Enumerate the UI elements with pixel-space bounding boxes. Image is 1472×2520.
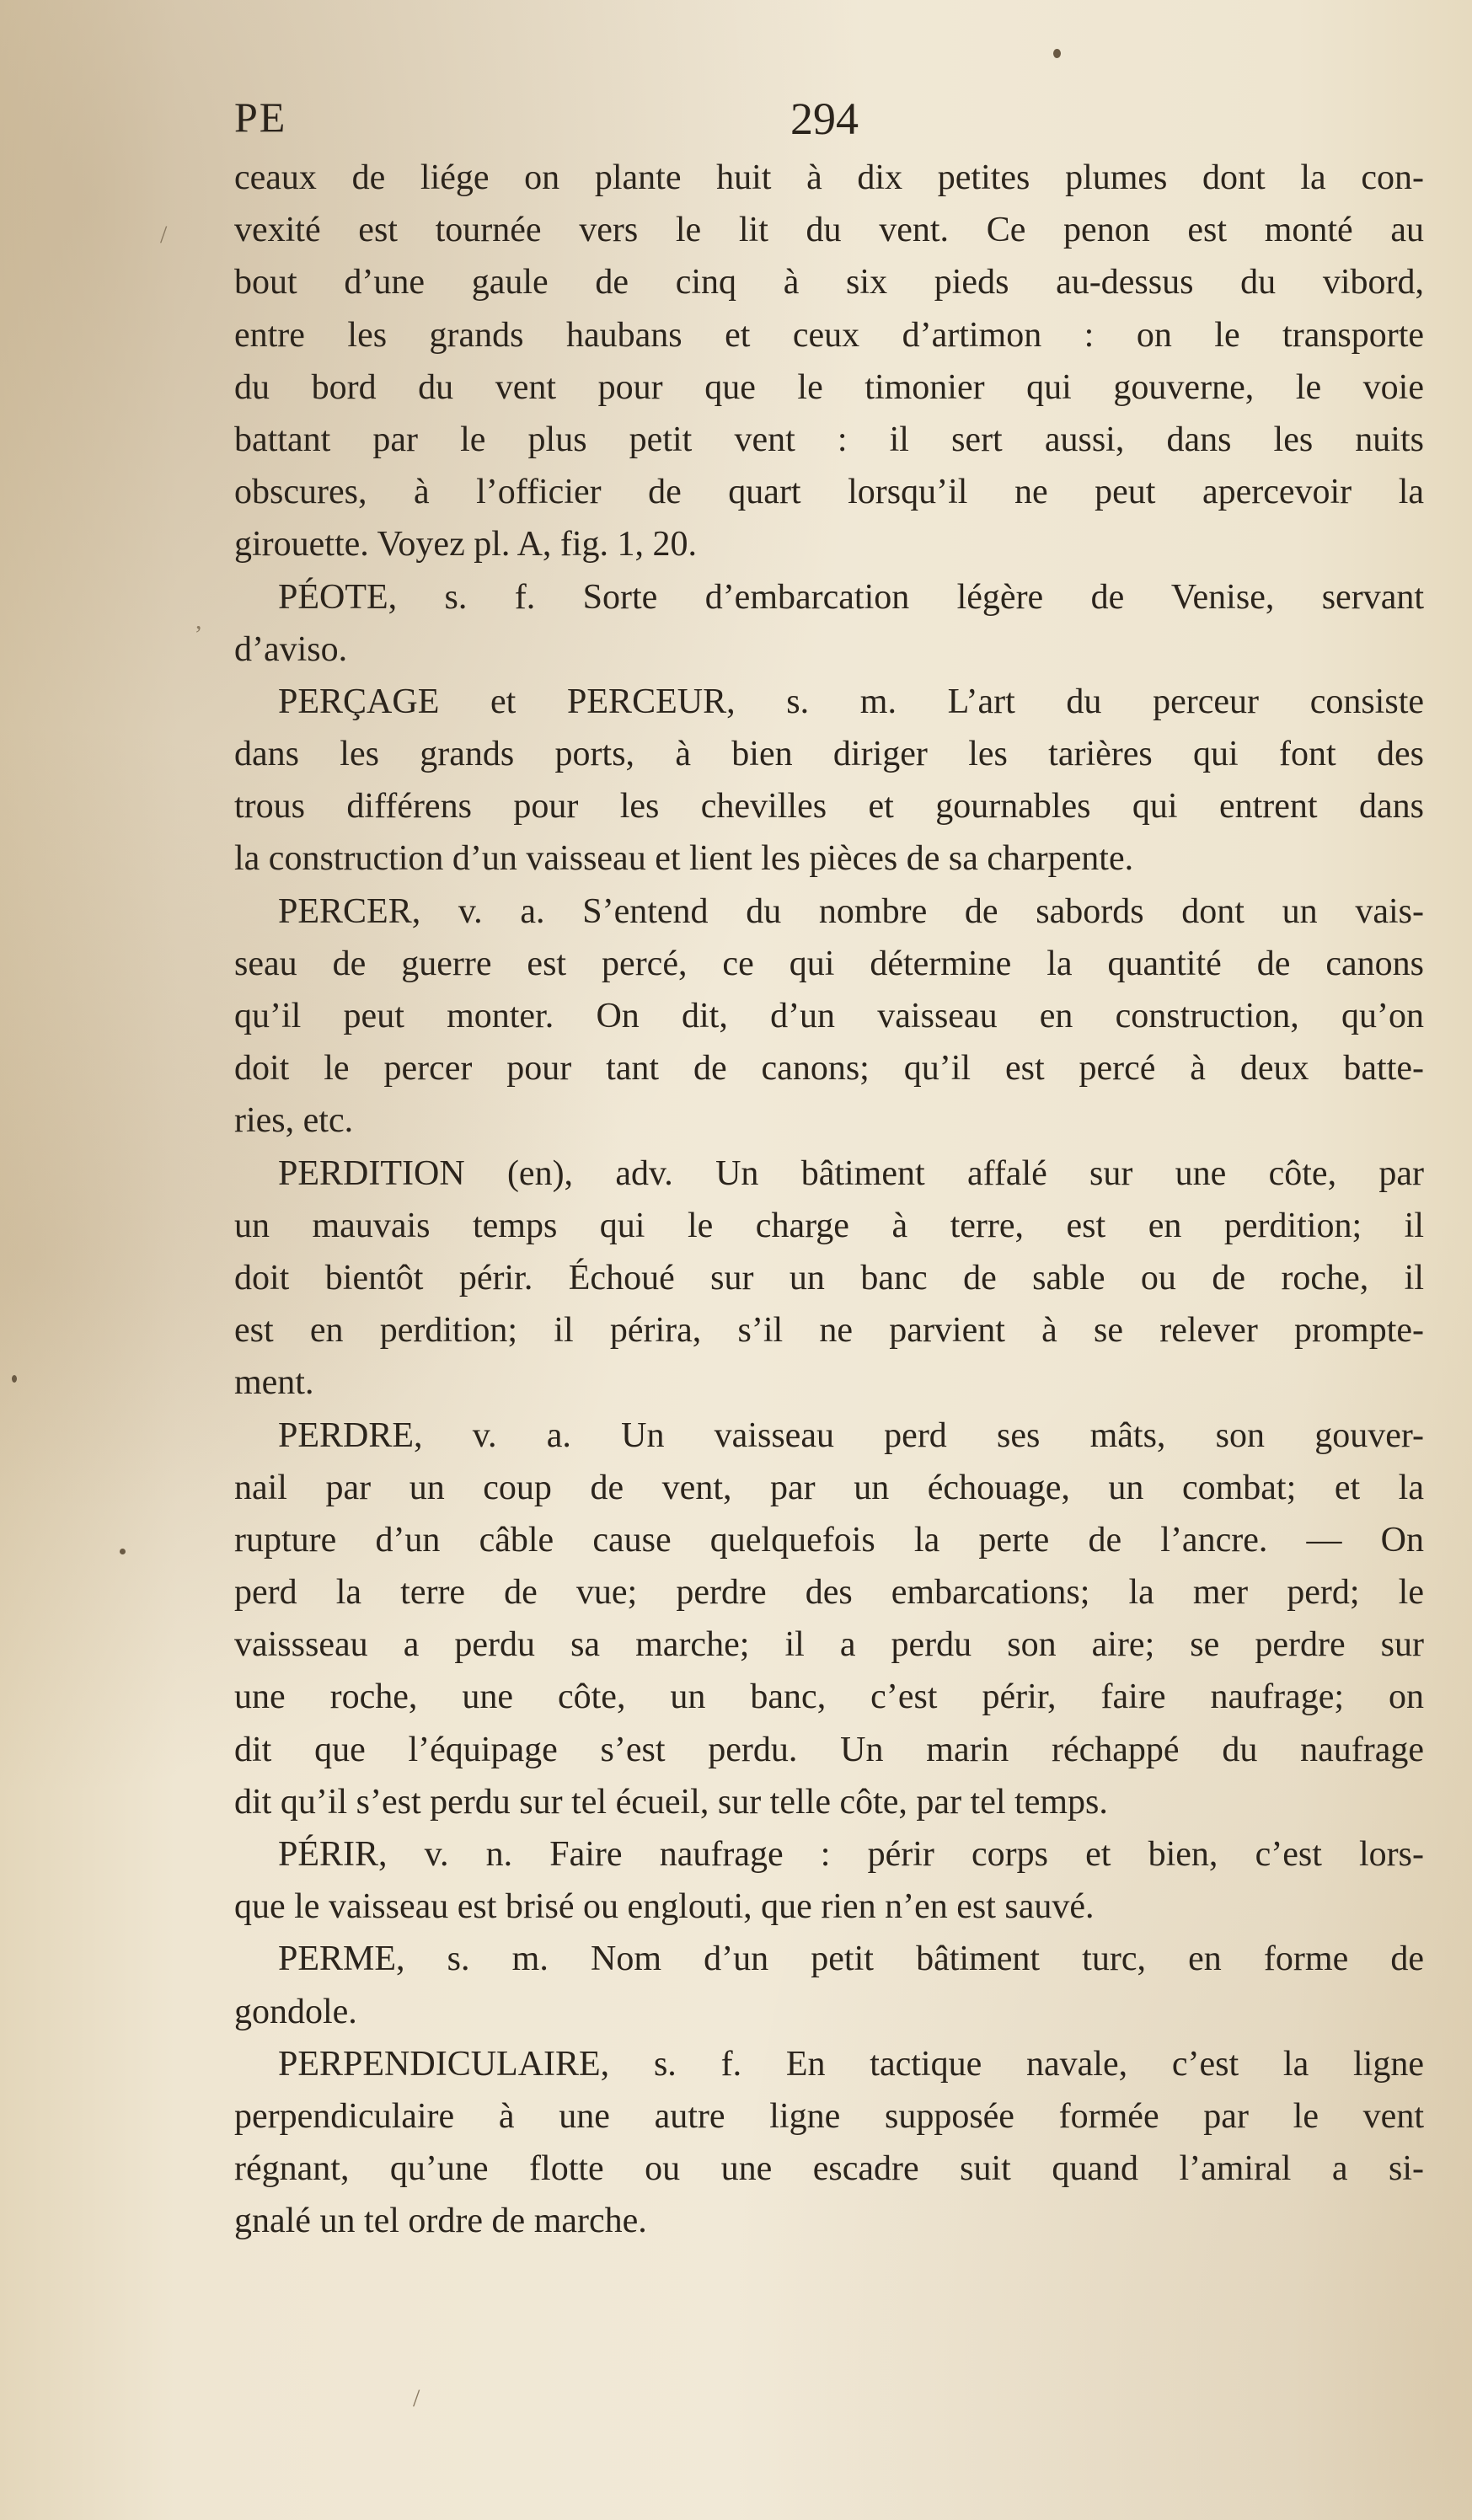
- text-line: doit bientôt périr. Échoué sur un banc de sable ou de roche, il: [234, 1258, 1424, 1297]
- text-line: perd la terre de vue; perdre des embarcations; la mer perd; le: [234, 1573, 1424, 1613]
- entry-percer: PERCER, v. a. S’entend du nombre de sabords dont un vais-: [278, 891, 1424, 931]
- text-line: entre les grands haubans et ceux d’artimon : on le transporte: [234, 315, 1424, 355]
- entry-perme: PERME, s. m. Nom d’un petit bâtiment turc, en forme de: [278, 1939, 1424, 1979]
- ink-speck: [12, 1375, 17, 1383]
- page-header: [234, 93, 1431, 160]
- running-head: PE: [234, 94, 287, 141]
- text-line: bout d’une gaule de cinq à six pieds au-dessus du vibord,: [234, 263, 1424, 302]
- text-line: d’aviso.: [234, 629, 348, 669]
- text-line: gondole.: [234, 1992, 357, 2031]
- text-line: obscures, à l’officier de quart lorsqu’il ne peut apercevoir la: [234, 473, 1424, 512]
- ink-speck: [1053, 49, 1061, 58]
- text-line: régnant, qu’une flotte ou une escadre suit quand l’amiral a si-: [234, 2149, 1424, 2189]
- ink-speck: [120, 1549, 126, 1554]
- entry-peote: PÉOTE, s. f. Sorte d’embarcation légère de Venise, servant: [278, 577, 1424, 617]
- text-line: dit que l’équipage s’est perdu. Un marin réchappé du naufrage: [234, 1730, 1424, 1769]
- text-line: qu’il peut monter. On dit, d’un vaisseau en construction, qu’on: [234, 997, 1424, 1035]
- entry-perpendiculaire: PERPENDICULAIRE, s. f. En tactique navale, c’est la ligne: [278, 2044, 1424, 2084]
- text-line: un mauvais temps qui le charge à terre, est en perdition; il: [234, 1206, 1424, 1245]
- text-line: du bord du vent pour que le timonier qui gouverne, le voie: [234, 367, 1424, 407]
- text-line: ceaux de liége on plante huit à dix petites plumes dont la con-: [234, 158, 1424, 197]
- text-line: perpendiculaire à une autre ligne supposée formée par le vent: [234, 2096, 1424, 2136]
- entry-percage: PERÇAGE et PERCEUR, s. m. L’art du perceur consiste: [278, 682, 1424, 721]
- text-line: est en perdition; il périra, s’il ne parvient à se relever prompte-: [234, 1311, 1424, 1351]
- entry-perdre: PERDRE, v. a. Un vaisseau perd ses mâts, son gouver-: [278, 1415, 1424, 1455]
- text-line: ries, etc.: [234, 1101, 354, 1141]
- text-line: nail par un coup de vent, par un échouage, un combat; et la: [234, 1468, 1424, 1507]
- text-line: dit qu’il s’est perdu sur tel écueil, sur telle côte, par tel temps.: [234, 1782, 1108, 1822]
- text-line: rupture d’un câble cause quelquefois la perte de l’ancre. — On: [234, 1520, 1424, 1560]
- text-line: vexité est tournée vers le lit du vent. Ce penon est monté au: [234, 211, 1424, 250]
- margin-pencil-mark: /: [413, 2384, 420, 2412]
- entry-perir: PÉRIR, v. n. Faire naufrage : périr corps et bien, c’est lors-: [278, 1835, 1424, 1874]
- text-line: girouette. Voyez pl. A, fig. 1, 20.: [234, 525, 698, 564]
- text-line: gnalé un tel ordre de marche.: [234, 2202, 647, 2241]
- text-line: dans les grands ports, à bien diriger les tarières qui font des: [234, 735, 1424, 774]
- text-line: trous différens pour les chevilles et gournables qui entrent dans: [234, 787, 1424, 827]
- text-line: que le vaisseau est brisé ou englouti, que rien n’en est sauvé.: [234, 1887, 1095, 1927]
- text-line: battant par le plus petit vent : il sert aussi, dans les nuits: [234, 420, 1424, 459]
- dictionary-text: [234, 152, 1424, 2248]
- margin-pencil-mark: ,: [195, 607, 202, 634]
- page-number: 294: [790, 94, 859, 144]
- text-line: vaissseau a perdu sa marche; il a perdu son aire; se perdre sur: [234, 1625, 1424, 1665]
- text-line: une roche, une côte, un banc, c’est périr, faire naufrage; on: [234, 1677, 1424, 1717]
- text-line: ment.: [234, 1363, 314, 1403]
- text-line: la construction d’un vaisseau et lient les pièces de sa charpente.: [234, 839, 1134, 879]
- text-line: seau de guerre est percé, ce qui détermine la quantité de canons: [234, 944, 1424, 983]
- entry-perdition: PERDITION (en), adv. Un bâtiment affalé sur une côte, par: [278, 1153, 1424, 1193]
- margin-pencil-mark: /: [160, 221, 168, 249]
- text-line: doit le percer pour tant de canons; qu’il est percé à deux batte-: [234, 1049, 1424, 1089]
